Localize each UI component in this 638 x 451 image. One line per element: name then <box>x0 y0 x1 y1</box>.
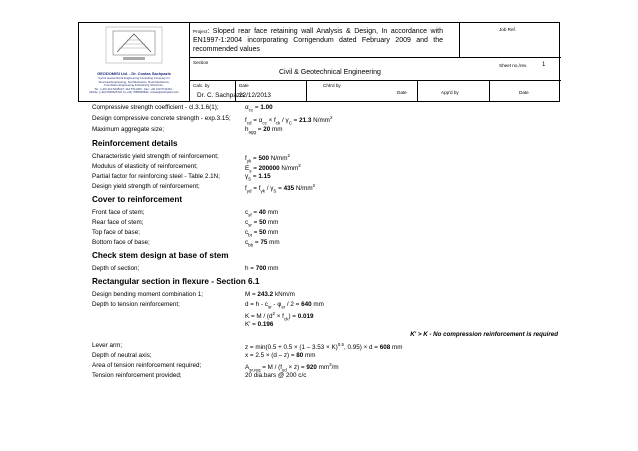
job-ref-label: Job Ref. <box>499 27 517 32</box>
compression-note: K' > K - No compression reinforcement is required <box>410 331 558 338</box>
calc-row-formula: x = 2.5 × (d – z) = 80 mm <box>245 352 316 359</box>
calc-row-label: Tension reinforcement provided; <box>92 372 182 379</box>
company-name: GEODOMISI Ltd. - Dr. Costas Sachpazis <box>97 71 171 76</box>
date3-label: Date <box>519 90 529 95</box>
m-value: 243.2 <box>257 291 274 298</box>
fyk-value: 500 <box>258 155 269 163</box>
company-logo <box>105 26 163 64</box>
fcd-unit-sup: 2 <box>329 115 333 120</box>
calc-row-formula: M = 243.2 kNm/m <box>245 291 295 298</box>
calc-row-label: Bottom face of base; <box>92 239 150 246</box>
calc-row-formula: $f_{cd} = \alpha_{cc} \times f_{ck} / \gamma_C = 21.3$ $N/mm^2$ <box>245 115 333 126</box>
calc-row-label: Depth of neutral axis; <box>92 352 152 359</box>
calc-row-label: Maximum aggregate size; <box>92 126 165 133</box>
calc-row-label: Design yield strength of reinforcement; <box>92 183 200 190</box>
gamma-s-value: 1.15 <box>258 173 271 180</box>
hagg-value: 20 <box>263 126 271 133</box>
x-value: 80 <box>296 352 304 359</box>
calc-row-label: Rear face of stem; <box>92 219 144 226</box>
checked-by-label: Chk'd by <box>323 83 341 88</box>
k-value: 0.019 <box>297 313 314 321</box>
section-value: Civil & Geotechnical Engineering <box>279 69 381 76</box>
csf-value: 40 <box>258 209 266 216</box>
d-unit: mm <box>313 301 324 308</box>
calc-row-formula: $A_{sr.req} = M / (f_{yd} \times z) = 920$ $mm^2/m$ <box>245 362 339 373</box>
calc-by-value: Dr. C. Sachpazis <box>197 92 245 99</box>
cover-unit: mm <box>267 209 279 216</box>
section-heading: Cover to reinforcement <box>92 195 183 204</box>
cover-unit: mm <box>267 219 279 226</box>
date2-label: Date <box>397 90 407 95</box>
calc-row-formula: $f_{yd} = f_{yk} / \gamma_S = 435$ $N/mm^2$ <box>245 183 316 194</box>
cbb-value: 75 <box>260 239 268 246</box>
calc-row-formula: $E_s = 200000$ $N/mm^2$ <box>245 163 301 174</box>
cbt-value: 50 <box>259 229 267 236</box>
date-value: 22/12/2013 <box>239 92 271 99</box>
approved-by-label: App'd by <box>441 90 459 95</box>
calc-row-label: Design compressive concrete strength - exp.3.15; <box>92 115 231 122</box>
cover-unit: mm <box>269 239 280 246</box>
calc-row-formula: $K = M / (d^2 \times f_{ck}) = 0.019$ <box>245 311 314 322</box>
fcd-unit: N/mm <box>313 117 330 125</box>
z-value: 608 <box>379 344 391 352</box>
calc-row-formula: $d = h - c_{sr} - \varphi_{sr} / 2 = 640$ mm <box>245 301 324 310</box>
calc-row-label: Top face of base; <box>92 229 140 236</box>
sheet-label: Sheet no./rev. <box>499 63 528 68</box>
m-unit: kNm/m <box>274 291 295 298</box>
section-label: Section <box>193 60 209 65</box>
sheet-value: 1 <box>542 62 546 68</box>
section-heading: Reinforcement details <box>92 139 178 148</box>
header-divider <box>189 57 561 58</box>
section-heading: Check stem design at base of stem <box>92 251 229 260</box>
company-line: Foundation Engineering & Retaining Structures. <box>104 83 164 87</box>
calc-row-formula: h = 700 mm <box>245 265 279 272</box>
calc-row-formula: $f_{yk} = 500$ $N/mm^2$ <box>245 153 291 164</box>
h-value: 700 <box>255 265 267 272</box>
hagg-unit: mm <box>271 126 283 133</box>
fyd-value: 435 <box>283 185 295 193</box>
project-field: Project: Sloped rear face retaining wall Analysis & Design, In accordance with EN1997-1:2004 incorporating Corrigendum dated February 2009 and the recommended values <box>193 28 443 53</box>
calc-row-formula: K' = 0.196 <box>245 321 274 328</box>
header-divider <box>189 23 190 101</box>
es-value: 200000 <box>258 165 280 173</box>
header-block <box>78 22 560 102</box>
calc-row-label: Compressive strength coefficient - cl.3.1.6(1); <box>92 104 219 111</box>
k-prime-value: 0.196 <box>257 321 274 328</box>
date-label: Date <box>239 83 249 88</box>
company-logo-area <box>79 23 189 103</box>
csr-value: 50 <box>259 219 267 226</box>
d-value: 640 <box>301 301 312 308</box>
calc-row-formula: $c_{bt} = 50$ mm <box>245 229 279 238</box>
calc-row-formula: $c_{bb} = 75$ mm <box>245 239 280 248</box>
project-label: Project <box>193 29 208 34</box>
header-divider <box>306 80 307 101</box>
calc-by-label: Calc. by <box>193 83 210 88</box>
calc-row-label: Depth of section; <box>92 265 140 272</box>
cover-unit: mm <box>267 229 279 236</box>
calc-row-label: Partial factor for reinforcing steel - Table 2.1N; <box>92 173 220 180</box>
calc-row-label: Depth to tension reinforcement; <box>92 301 180 308</box>
company-line: Structural Engineering, Soil Mechanics, Rock Mechanics, <box>98 79 170 84</box>
header-divider <box>189 80 561 81</box>
project-text: Sloped rear face retaining wall Analysis & Design, In accordance with EN1997-1:2004 incorporating Corrigendum dated February 2009 and the recommended values <box>193 28 443 53</box>
h-unit: mm <box>267 265 279 272</box>
calc-row-label: Front face of stem; <box>92 209 145 216</box>
calc-row-formula: $z = \min(0.5 + 0.5 \times (1 - 3.53 \times K)^{0.5}$, 0.95) × d = 608 mm <box>245 342 403 352</box>
cc-value: 1.00 <box>260 104 273 111</box>
calc-row-label: Area of tension reinforcement required; <box>92 362 202 369</box>
calc-row-formula: $c_{sr} = 50$ mm <box>245 219 279 228</box>
calc-row-label: Design bending moment combination 1; <box>92 291 203 298</box>
company-line: Civil & Geotechnical Engineering Consulting Company for <box>98 76 170 80</box>
section-heading: Rectangular section in flexure - Section 6.1 <box>92 277 260 286</box>
calc-row-formula: $h_{agg} = 20$ mm <box>245 126 283 135</box>
calc-row-label: Lever arm; <box>92 342 123 349</box>
calc-row-formula: $c_{sf} = 40$ mm <box>245 209 279 218</box>
fcd-value: 21.3 <box>299 117 312 125</box>
calc-row-label: Characteristic yield strength of reinforcement; <box>92 153 219 160</box>
calc-row-formula: $\gamma_S = 1.15$ <box>245 173 271 182</box>
header-divider <box>417 80 418 101</box>
provided-reinforcement: 20 dia.bars @ 200 c/c <box>245 372 307 379</box>
header-divider <box>489 80 490 101</box>
company-line: Mobile: (+30) 6936425722 & (+44) 7585939944, costas@sachpazis.info <box>89 90 179 94</box>
as-req-value: 920 <box>306 364 317 372</box>
header-divider <box>459 23 460 57</box>
company-line: Tel.: (+30) 210 5238127, 210 5711263 - Fax.:+30 210 5711461 - <box>94 86 174 91</box>
calc-row-formula: $\alpha_{cc} = 1.00$ <box>245 104 273 113</box>
calc-row-label: Modulus of elasticity of reinforcement; <box>92 163 198 170</box>
